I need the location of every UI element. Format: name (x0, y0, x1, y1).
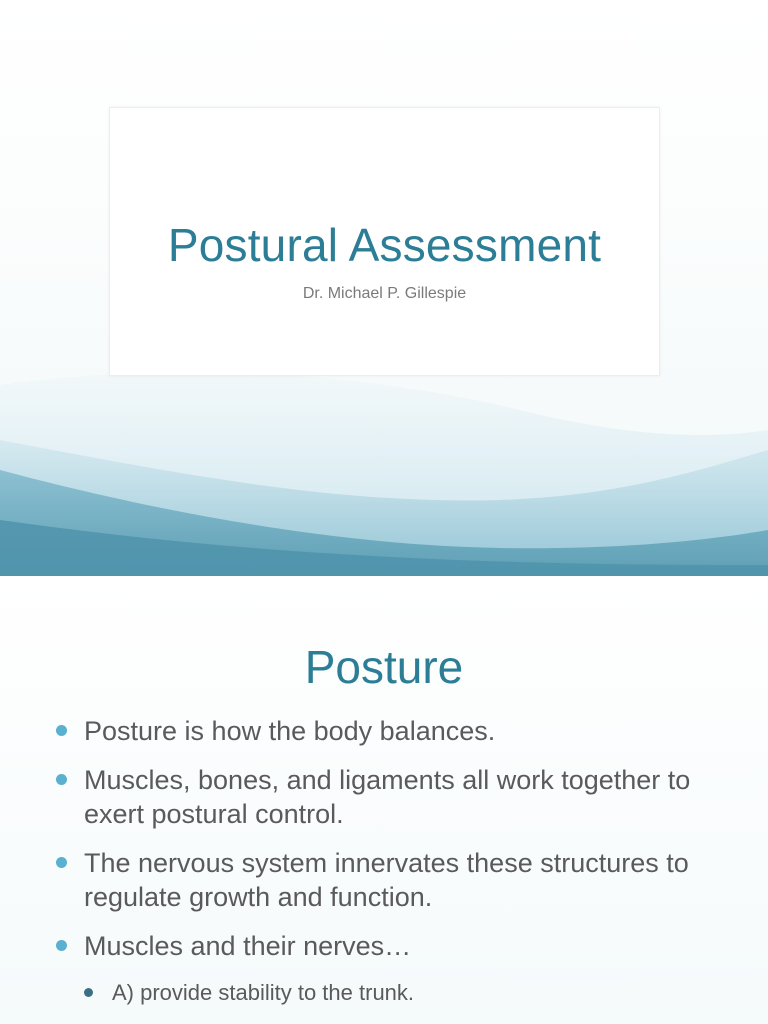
bullet-item (54, 763, 754, 831)
bullet-text: Posture is how the body balances. (84, 716, 496, 746)
slide-heading: Posture (304, 641, 464, 693)
title-placeholder (109, 107, 660, 376)
sub-bullet-text: A) provide stability to the trunk. (112, 980, 415, 1005)
bullet-list (54, 714, 754, 1008)
bullet-item (54, 714, 754, 748)
content-slide (0, 576, 768, 1024)
bullet-text: The nervous system innervates these structures to regulate growth and function. (84, 848, 689, 912)
bullet-dot-icon (56, 940, 67, 951)
bullet-dot-icon (56, 774, 67, 785)
slide-subtitle: Dr. Michael P. Gillespie (302, 285, 467, 302)
bullet-dot-icon (56, 857, 67, 868)
sub-bullet-dot-icon (84, 988, 93, 997)
bullet-text: Muscles and their nerves… (84, 931, 412, 961)
bullet-item (54, 929, 754, 963)
bullet-item (54, 846, 754, 914)
slide-title: Postural Assessment (167, 219, 602, 271)
bullet-text: Muscles, bones, and ligaments all work together to exert postural control. (84, 765, 691, 829)
bullet-dot-icon (56, 725, 67, 736)
sub-bullet-item (54, 978, 754, 1008)
